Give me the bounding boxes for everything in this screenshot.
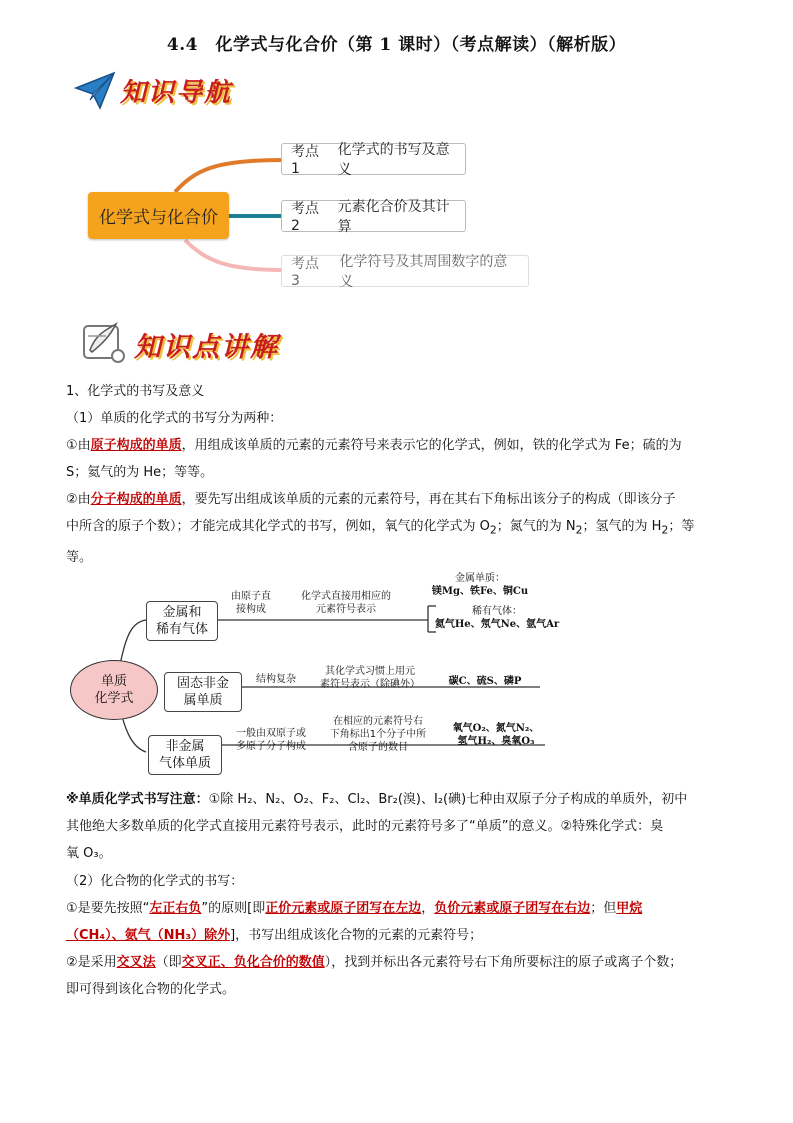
row1-how: 由原子直 接构成 [231,591,271,615]
section1-text: 1、化学式的书写及意义 （1）单质的化学式的书写分为两种： ①由原子构成的单质，用组成该单质的元素的元素符号来表示它的化学式，例如，铁的化学式为 Fe；硫的为 S；氦气的为 He；等等。 ②由分子构成的单质，要先写出组成该单质的元素的元素符号，再在其右下角标出该分子的构成（即该分子 中所含的原子个数）；才能完成其化学式的书写，例如，氧气的化学式为 $O_2$；氮气的为 $N_2$；氢气的为 $H_2$；等 等。 [66,378,734,571]
diagram-center-node: 单质 化学式 [70,660,158,720]
mindmap-root: 化学式与化合价 [88,192,229,239]
row1-example-noble: 稀有气体： 氦气He、氖气Ne、氩气Ar [434,606,560,630]
row1-rule: 化学式直接用相应的 元素符号表示 [301,591,391,615]
section1-sub1: （1）单质的化学式的书写分为两种： [66,411,283,426]
row1-example-metal: 金属单质： 镁Mg、铁Fe、铜Cu [431,573,529,597]
para-left-positive: ①是要先按照“左正右负”的原则[即正价元素或原子团写在左边，负价元素或原子团写在右边；但甲烷 [66,901,643,916]
note-block: ※单质化学式书写注意：①除 H₂、N₂、O₂、F₂、Cl₂、Br₂(溴)、I₂(碘)七种由双原子分子构成的单质外，初中 其他绝大多数单质的化学式直接用元素符号表示，此时的元素符号多了“单质”的意义。②特殊化学式：臭 氧 O₃。 [66,792,688,861]
section2-text: （2）化合物的化学式的书写： ①是要先按照“左正右负”的原则[即正价元素或原子团写在左边，负价元素或原子团写在右边；但甲烷 （CH₄）、氨气（NH₃）除外]，书写出组成该化合物的元素的元素符号； ②是采用交叉法（即交叉正、负化合价的数值），找到并标出各元素符号右下角所要标注的原子或离子个数； 即可得到该化合物的化学式。 [66,868,734,1003]
paper-plane-icon [74,70,118,110]
diagram-box-solid-nonmetal: 固态非金 属单质 [164,672,242,712]
section1-heading: 1、化学式的书写及意义 [66,384,205,399]
row2-example: 碳C、硫S、磷P [448,676,522,687]
diagram-box-metal-noble: 金属和 稀有气体 [146,601,218,641]
diagram-box-gas-nonmetal: 非金属 气体单质 [148,735,222,775]
section2-sub2: （2）化合物的化学式的书写： [66,874,244,889]
mindmap-node-2: 考点2 元素化合价及其计算 [281,200,466,232]
row2-how: 结构复杂 [256,674,296,685]
mindmap-node-3: 考点3 化学符号及其周围数字的意义 [281,255,529,287]
row3-how: 一般由双原子或 多原子分子构成 [236,728,306,752]
banner-knowledge-navigation: 知识导航 [120,78,233,108]
scroll-quill-icon [76,320,132,366]
page-title: 4.4 化学式与化合价（第 1 课时）（考点解读）（解析版） [166,35,627,55]
row2-rule: 其化学式习惯上用元 素符号表示（除碘外） [320,666,420,690]
para-cross-method: ②是采用交叉法（即交叉正、负化合价的数值），找到并标出各元素符号右下角所要标注的原子或离子个数； [66,955,683,970]
mindmap-node-1: 考点1 化学式的书写及意义 [281,143,466,175]
row3-rule: 在相应的元素符号右 下角标出1个分子中所 含原子的数目 [329,716,427,753]
para-molecule-elements: ②由分子构成的单质，要先写出组成该单质的元素的元素符号，再在其右下角标出该分子的构成（即该分子 [66,492,676,507]
row3-example: 氧气O₂、氮气N₂、 氢气H₂、臭氧O₃ [452,723,540,747]
banner-knowledge-explanation: 知识点讲解 [134,332,279,363]
para-atom-elements: ①由原子构成的单质，用组成该单质的元素的元素符号来表示它的化学式，例如，铁的化学式为 Fe；硫的为 [66,438,682,453]
